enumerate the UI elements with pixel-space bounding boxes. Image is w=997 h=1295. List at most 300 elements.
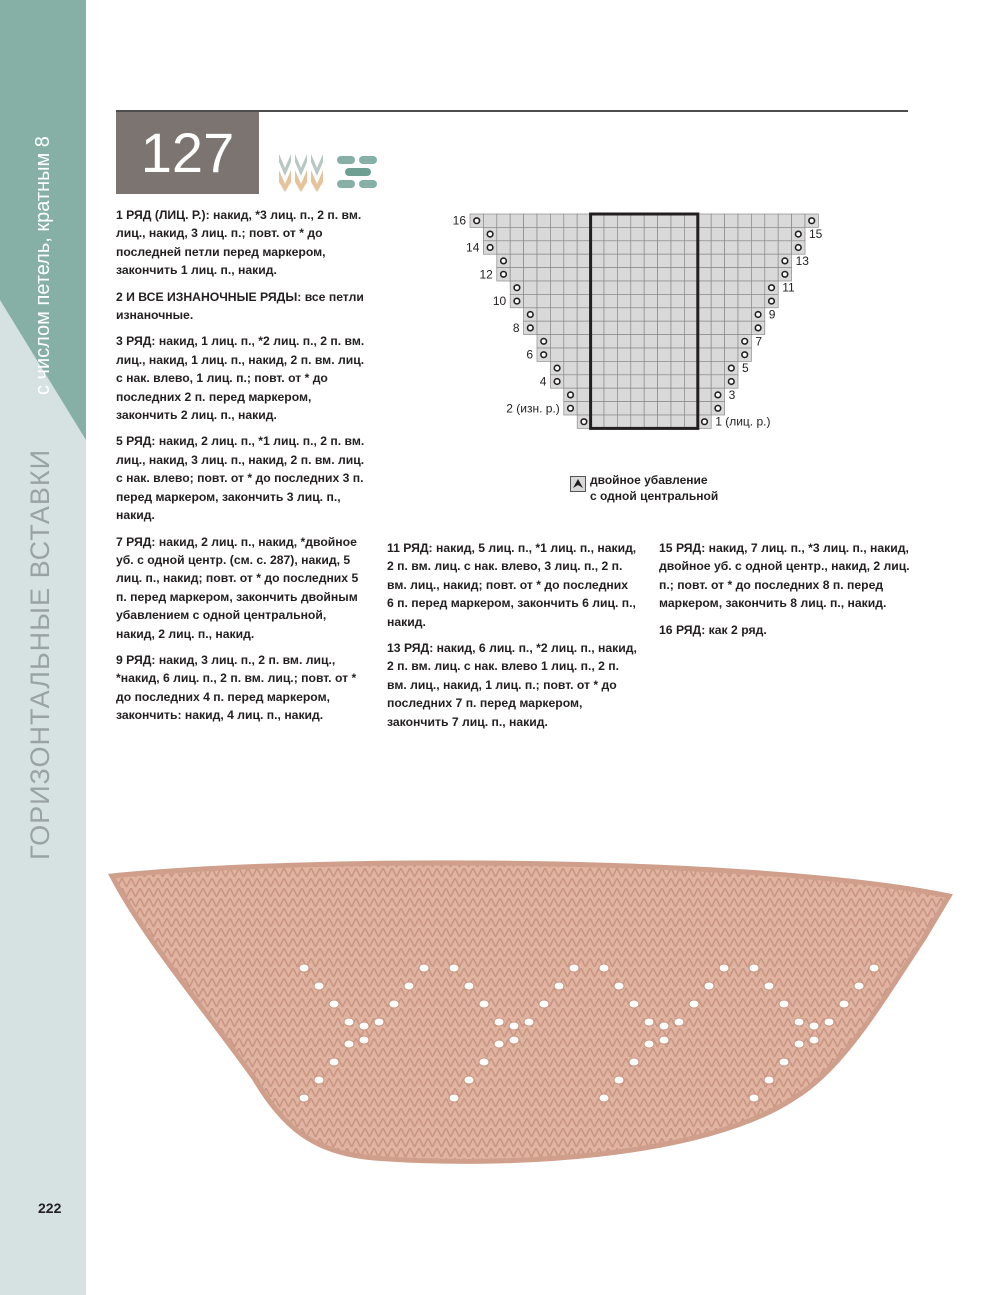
legend-line-2: с одной центральной	[590, 489, 719, 503]
chart-cell	[658, 214, 671, 227]
lace-hole	[614, 1076, 624, 1084]
yarn-over-mark	[581, 419, 587, 425]
lace-hole	[824, 1018, 834, 1026]
row-label-right: 13	[795, 253, 809, 268]
chart-cell	[711, 308, 724, 321]
chart-cell	[684, 241, 697, 254]
chart-cell	[725, 294, 738, 307]
chart-cell	[564, 268, 577, 281]
chart-cell	[524, 214, 537, 227]
chart-cell	[711, 241, 724, 254]
chart-cell	[698, 321, 711, 334]
pattern-number: 127	[116, 112, 259, 194]
yarn-over-mark	[514, 285, 520, 291]
instruction-row-3: 3 РЯД: накид, 1 лиц. п., *2 лиц. п., 2 п. вм. лиц., накид, 1 лиц. п., накид, 2 п. вм. лиц. с нак. влево, 1 лиц. п.; повт. от * до последних 2 п. перед маркером, закончить 2 лиц. п., накид.	[116, 334, 365, 423]
chart-cell	[671, 254, 684, 267]
chart-cell	[698, 254, 711, 267]
chart-cell	[564, 227, 577, 240]
chart-cell	[671, 281, 684, 294]
chart-cell	[631, 227, 644, 240]
instruction-row-15: 15 РЯД: накид, 7 лиц. п., *3 лиц. п., накид, двойное уб. с одной центр., накид, 2 лиц. п.; повт. от * до последних 8 п. перед маркером, закончить 8 лиц. п., накид.	[659, 541, 910, 611]
chart-cell	[658, 321, 671, 334]
chart-cell	[631, 361, 644, 374]
chart-cell	[550, 308, 563, 321]
chart-cell	[631, 402, 644, 415]
chart-cell	[591, 335, 604, 348]
chart-cell	[765, 254, 778, 267]
yarn-over-mark	[487, 231, 493, 237]
chart-cell	[711, 227, 724, 240]
chart-cell	[564, 321, 577, 334]
chart-cell	[604, 241, 617, 254]
chart-cell	[751, 227, 764, 240]
chart-cell	[671, 294, 684, 307]
yarn-over-mark	[501, 272, 507, 278]
instructions-column-2	[387, 539, 637, 739]
chart-cell	[725, 254, 738, 267]
chart-cell	[537, 227, 550, 240]
yarn-over-mark	[782, 258, 788, 264]
chart-cell	[617, 294, 630, 307]
chart-cell	[617, 388, 630, 401]
chart-cell	[604, 281, 617, 294]
yarn-over-mark	[742, 352, 748, 358]
instruction-row-1: 1 РЯД (ЛИЦ. Р.): накид, *3 лиц. п., 2 п. вм. лиц., накид, 3 лиц. п.; повт. от * до последней петли перед маркером, закончить 1 лиц. п., накид.	[116, 208, 362, 278]
chart-cell	[591, 402, 604, 415]
instruction-row-16: 16 РЯД: как 2 ряд.	[659, 622, 767, 637]
lace-hole	[479, 1058, 489, 1066]
lace-hole	[494, 1040, 504, 1048]
chart-cell	[631, 294, 644, 307]
chart-cell	[564, 214, 577, 227]
chart-cell	[671, 214, 684, 227]
chart-cell	[671, 388, 684, 401]
chart-cell	[591, 294, 604, 307]
chart-cell	[510, 268, 523, 281]
chart-cell	[631, 214, 644, 227]
chart-cell	[751, 281, 764, 294]
chart-cell	[537, 281, 550, 294]
chart-cell	[738, 254, 751, 267]
page-number: 222	[38, 1200, 62, 1216]
chart-cell	[577, 214, 590, 227]
double-decrease-icon	[570, 476, 586, 492]
lace-hole	[809, 1022, 819, 1030]
chart-cell	[792, 214, 805, 227]
chart-cell	[604, 254, 617, 267]
chart-cell	[604, 268, 617, 281]
chart-cell	[644, 294, 657, 307]
chart-cell	[550, 348, 563, 361]
lace-hole	[869, 964, 879, 972]
lace-hole	[344, 1040, 354, 1048]
chart-cell	[684, 375, 697, 388]
chart-cell	[644, 348, 657, 361]
yarn-over-mark	[541, 339, 547, 345]
lace-hole	[509, 1022, 519, 1030]
yarn-over-mark	[541, 352, 547, 358]
chart-cell	[698, 294, 711, 307]
chart-cell	[617, 241, 630, 254]
yarn-over-mark	[809, 218, 815, 224]
swatch-body	[112, 863, 949, 1162]
row-label-right: 15	[809, 227, 823, 242]
chart-cell	[604, 321, 617, 334]
chart-cell	[617, 281, 630, 294]
chart-cell	[631, 308, 644, 321]
chart-cell	[738, 227, 751, 240]
chart-cell	[725, 227, 738, 240]
row-label-right: 7	[755, 334, 763, 349]
chart-cell	[537, 268, 550, 281]
lace-hole	[839, 1000, 849, 1008]
knitting-chart	[440, 210, 860, 455]
chart-cell	[765, 268, 778, 281]
chart-cell	[725, 281, 738, 294]
chart-cell	[671, 402, 684, 415]
chart-cell	[738, 308, 751, 321]
chart-cell	[644, 241, 657, 254]
chart-cell	[550, 268, 563, 281]
chart-cell	[577, 402, 590, 415]
stitch-texture-icon	[337, 156, 377, 188]
chart-cell	[537, 308, 550, 321]
chart-cell	[550, 227, 563, 240]
chart-cell	[604, 415, 617, 428]
chart-cell	[698, 335, 711, 348]
chart-cell	[698, 308, 711, 321]
chart-cell	[577, 388, 590, 401]
chart-cell	[510, 227, 523, 240]
instruction-row-7: 7 РЯД: накид, 2 лиц. п., накид, *двойное уб. с одной центр. (см. с. 287), накид, 5 лиц. п., накид; повт. от * до последних 5 п. перед маркером, закончить двойным убавлением с одной центральной, накид, 2 лиц. п., накид.	[116, 534, 359, 641]
chart-cell	[497, 227, 510, 240]
chart-cell	[604, 335, 617, 348]
chart-cell	[497, 241, 510, 254]
chart-cell	[631, 335, 644, 348]
lace-hole	[629, 1000, 639, 1008]
chart-cell	[698, 227, 711, 240]
lace-hole	[809, 1036, 819, 1044]
lace-hole	[749, 964, 759, 972]
yarn-over-mark	[554, 365, 560, 371]
chart-cell	[591, 388, 604, 401]
lace-hole	[404, 982, 414, 990]
chart-cell	[765, 227, 778, 240]
chart-cell	[698, 281, 711, 294]
chart-cell	[738, 321, 751, 334]
chart-cell	[591, 308, 604, 321]
chart-cell	[658, 281, 671, 294]
chart-cell	[510, 254, 523, 267]
chart-cell	[617, 375, 630, 388]
sidebar-section-title: ГОРИЗОНТАЛЬНЫЕ ВСТАВКИ	[25, 448, 55, 860]
yarn-over-mark	[796, 245, 802, 251]
chart-cell	[738, 214, 751, 227]
chart-cell	[671, 375, 684, 388]
lace-hole	[449, 964, 459, 972]
chart-cell	[671, 241, 684, 254]
chart-cell	[577, 241, 590, 254]
lace-hole	[329, 1058, 339, 1066]
chart-cell	[591, 254, 604, 267]
chart-cell	[577, 321, 590, 334]
chart-cell	[671, 348, 684, 361]
chart-cell	[604, 294, 617, 307]
chart-cell	[671, 308, 684, 321]
chart-cell	[604, 375, 617, 388]
chart-cell	[698, 268, 711, 281]
lace-hole	[614, 982, 624, 990]
chart-cell	[684, 281, 697, 294]
chart-cell	[577, 268, 590, 281]
chart-cell	[765, 241, 778, 254]
chart-cell	[617, 415, 630, 428]
sidebar-subtitle: с числом петель, кратным 8	[32, 136, 54, 395]
chart-cell	[684, 361, 697, 374]
chart-cell	[537, 254, 550, 267]
chart-cell	[658, 361, 671, 374]
chart-cell	[617, 402, 630, 415]
chart-cell	[738, 294, 751, 307]
yarn-over-mark	[702, 419, 708, 425]
chart-cell	[564, 308, 577, 321]
lace-hole	[464, 1076, 474, 1084]
lace-hole	[794, 1018, 804, 1026]
chart-cell	[537, 294, 550, 307]
chart-cell	[671, 268, 684, 281]
chart-cell	[658, 388, 671, 401]
chart-cell	[644, 254, 657, 267]
chart-cell	[644, 308, 657, 321]
chart-cell	[577, 335, 590, 348]
knitted-swatch-photo	[104, 858, 954, 1178]
lace-hole	[299, 1094, 309, 1102]
chart-cell	[604, 214, 617, 227]
chart-cell	[631, 268, 644, 281]
chart-cell	[631, 415, 644, 428]
chart-cell	[604, 361, 617, 374]
chart-cell	[564, 294, 577, 307]
chart-cell	[751, 241, 764, 254]
chart-cell	[564, 335, 577, 348]
lace-hole	[689, 1000, 699, 1008]
chart-cell	[631, 254, 644, 267]
chart-cell	[725, 241, 738, 254]
chart-cell	[537, 241, 550, 254]
lace-hole	[719, 964, 729, 972]
instruction-row-2: 2 И ВСЕ ИЗНАНОЧНЫЕ РЯДЫ: все петли изнаночные.	[116, 289, 364, 323]
instructions-column-3	[659, 539, 919, 647]
chart-cell	[537, 321, 550, 334]
chart-cell	[617, 361, 630, 374]
chart-cell	[684, 254, 697, 267]
chart-cell	[711, 281, 724, 294]
chart-cell	[698, 348, 711, 361]
chart-cell	[684, 321, 697, 334]
chart-cell	[524, 227, 537, 240]
row-label-left: 8	[512, 320, 520, 335]
yarn-over-mark	[755, 325, 761, 331]
chart-cell	[577, 375, 590, 388]
lace-hole	[539, 1000, 549, 1008]
lace-hole	[419, 964, 429, 972]
lace-hole	[389, 1000, 399, 1008]
chart-cell	[631, 388, 644, 401]
chart-cell	[537, 214, 550, 227]
chart-cell	[765, 214, 778, 227]
yarn-over-mark	[528, 325, 534, 331]
chart-cell	[778, 241, 791, 254]
lace-hole	[479, 1000, 489, 1008]
lace-hole	[449, 1094, 459, 1102]
lace-hole	[359, 1036, 369, 1044]
chart-cell	[550, 321, 563, 334]
chart-cell	[658, 348, 671, 361]
chart-cell	[550, 335, 563, 348]
chart-cell	[577, 361, 590, 374]
chart-cell	[658, 402, 671, 415]
chart-cell	[591, 321, 604, 334]
chart-cell	[577, 227, 590, 240]
chart-cell	[577, 281, 590, 294]
yarn-over-mark	[769, 285, 775, 291]
chart-cell	[751, 294, 764, 307]
chart-cell	[725, 335, 738, 348]
chart-cell	[684, 227, 697, 240]
lace-hole	[659, 1036, 669, 1044]
chart-cell	[778, 227, 791, 240]
chart-cell	[658, 335, 671, 348]
lace-hole	[854, 982, 864, 990]
chart-cell	[644, 321, 657, 334]
lace-hole	[494, 1018, 504, 1026]
chart-cell	[483, 214, 496, 227]
chart-cell	[617, 214, 630, 227]
row-label-right: 3	[728, 387, 736, 402]
chart-cell	[577, 294, 590, 307]
chart-cell	[524, 241, 537, 254]
instruction-row-5: 5 РЯД: накид, 2 лиц. п., *1 лиц. п., 2 п. вм. лиц., накид, 3 лиц. п., накид, 2 п. вм. лиц. с нак. влево; повт. от * до последних 3 п. перед маркером, закончить 3 лиц. п., накид.	[116, 434, 365, 523]
lace-hole	[509, 1036, 519, 1044]
chart-cell	[550, 281, 563, 294]
chart-cell	[684, 308, 697, 321]
chart-cell	[631, 375, 644, 388]
instruction-row-11: 11 РЯД: накид, 5 лиц. п., *1 лиц. п., накид, 2 п. вм. лиц. с нак. влево, 3 лиц. п., 2 п. вм. лиц., накид; повт. от * до последних 6 п. перед маркером, закончить 6 лиц. п., накид.	[387, 541, 637, 629]
chart-cell	[738, 268, 751, 281]
chart-cell	[658, 308, 671, 321]
lace-hole	[464, 982, 474, 990]
chart-cell	[617, 308, 630, 321]
chart-cell	[778, 214, 791, 227]
lace-hole	[599, 964, 609, 972]
chart-cell	[577, 308, 590, 321]
chart-cell	[564, 375, 577, 388]
chart-cell	[711, 348, 724, 361]
yarn-over-mark	[514, 298, 520, 304]
chart-cell	[711, 375, 724, 388]
chart-cell	[550, 214, 563, 227]
yarn-over-mark	[729, 379, 735, 385]
chart-cell	[711, 361, 724, 374]
chart-cell	[591, 214, 604, 227]
chart-cell	[631, 241, 644, 254]
chart-cell	[550, 294, 563, 307]
row-label-left: 4	[539, 374, 547, 389]
chart-cell	[591, 361, 604, 374]
yarn-over-mark	[474, 218, 480, 224]
chart-cell	[698, 388, 711, 401]
chart-cell	[617, 348, 630, 361]
chart-cell	[684, 388, 697, 401]
chart-cell	[564, 241, 577, 254]
chart-cell	[658, 268, 671, 281]
lace-hole	[644, 1040, 654, 1048]
chart-cell	[644, 402, 657, 415]
chart-cell	[644, 335, 657, 348]
lace-hole	[314, 982, 324, 990]
chart-cell	[644, 268, 657, 281]
lace-hole	[344, 1018, 354, 1026]
lace-hole	[764, 1076, 774, 1084]
chart-cell	[644, 281, 657, 294]
chart-cell	[671, 321, 684, 334]
chart-cell	[751, 268, 764, 281]
chart-cell	[711, 214, 724, 227]
chart-cell	[725, 348, 738, 361]
pattern-icons	[275, 152, 395, 196]
chart-cell	[698, 361, 711, 374]
chart-cell	[644, 375, 657, 388]
yarn-over-mark	[769, 298, 775, 304]
instructions-column-1	[116, 206, 366, 733]
row-label-right: 1 (лиц. р.)	[715, 414, 771, 429]
yarn-over-mark	[487, 245, 493, 251]
chart-cell	[510, 241, 523, 254]
chart-cell	[711, 321, 724, 334]
row-label-left: 10	[492, 294, 507, 309]
chart-cell	[658, 375, 671, 388]
chart-cell	[577, 348, 590, 361]
lace-hole	[764, 982, 774, 990]
row-label-right: 9	[768, 307, 776, 322]
chart-cell	[698, 214, 711, 227]
yarn-over-mark	[715, 406, 721, 412]
chart-cell	[671, 415, 684, 428]
lace-hole	[569, 964, 579, 972]
chart-cell	[644, 361, 657, 374]
chart-cell	[684, 294, 697, 307]
chart-cell	[658, 294, 671, 307]
chart-cell	[591, 348, 604, 361]
chart-cell	[591, 415, 604, 428]
chart-cell	[631, 321, 644, 334]
chart-cell	[684, 415, 697, 428]
lace-hole	[299, 964, 309, 972]
chart-cell	[524, 281, 537, 294]
chart-cell	[738, 281, 751, 294]
chart-cell	[524, 254, 537, 267]
chart-cell	[658, 415, 671, 428]
yarn-over-mark	[755, 312, 761, 318]
chart-cell	[564, 348, 577, 361]
chart-cell	[711, 254, 724, 267]
chart-cell	[684, 348, 697, 361]
yarn-over-mark	[782, 272, 788, 278]
chart-cell	[524, 294, 537, 307]
yarn-over-mark	[554, 379, 560, 385]
chart-cell	[725, 321, 738, 334]
chart-cell	[564, 281, 577, 294]
